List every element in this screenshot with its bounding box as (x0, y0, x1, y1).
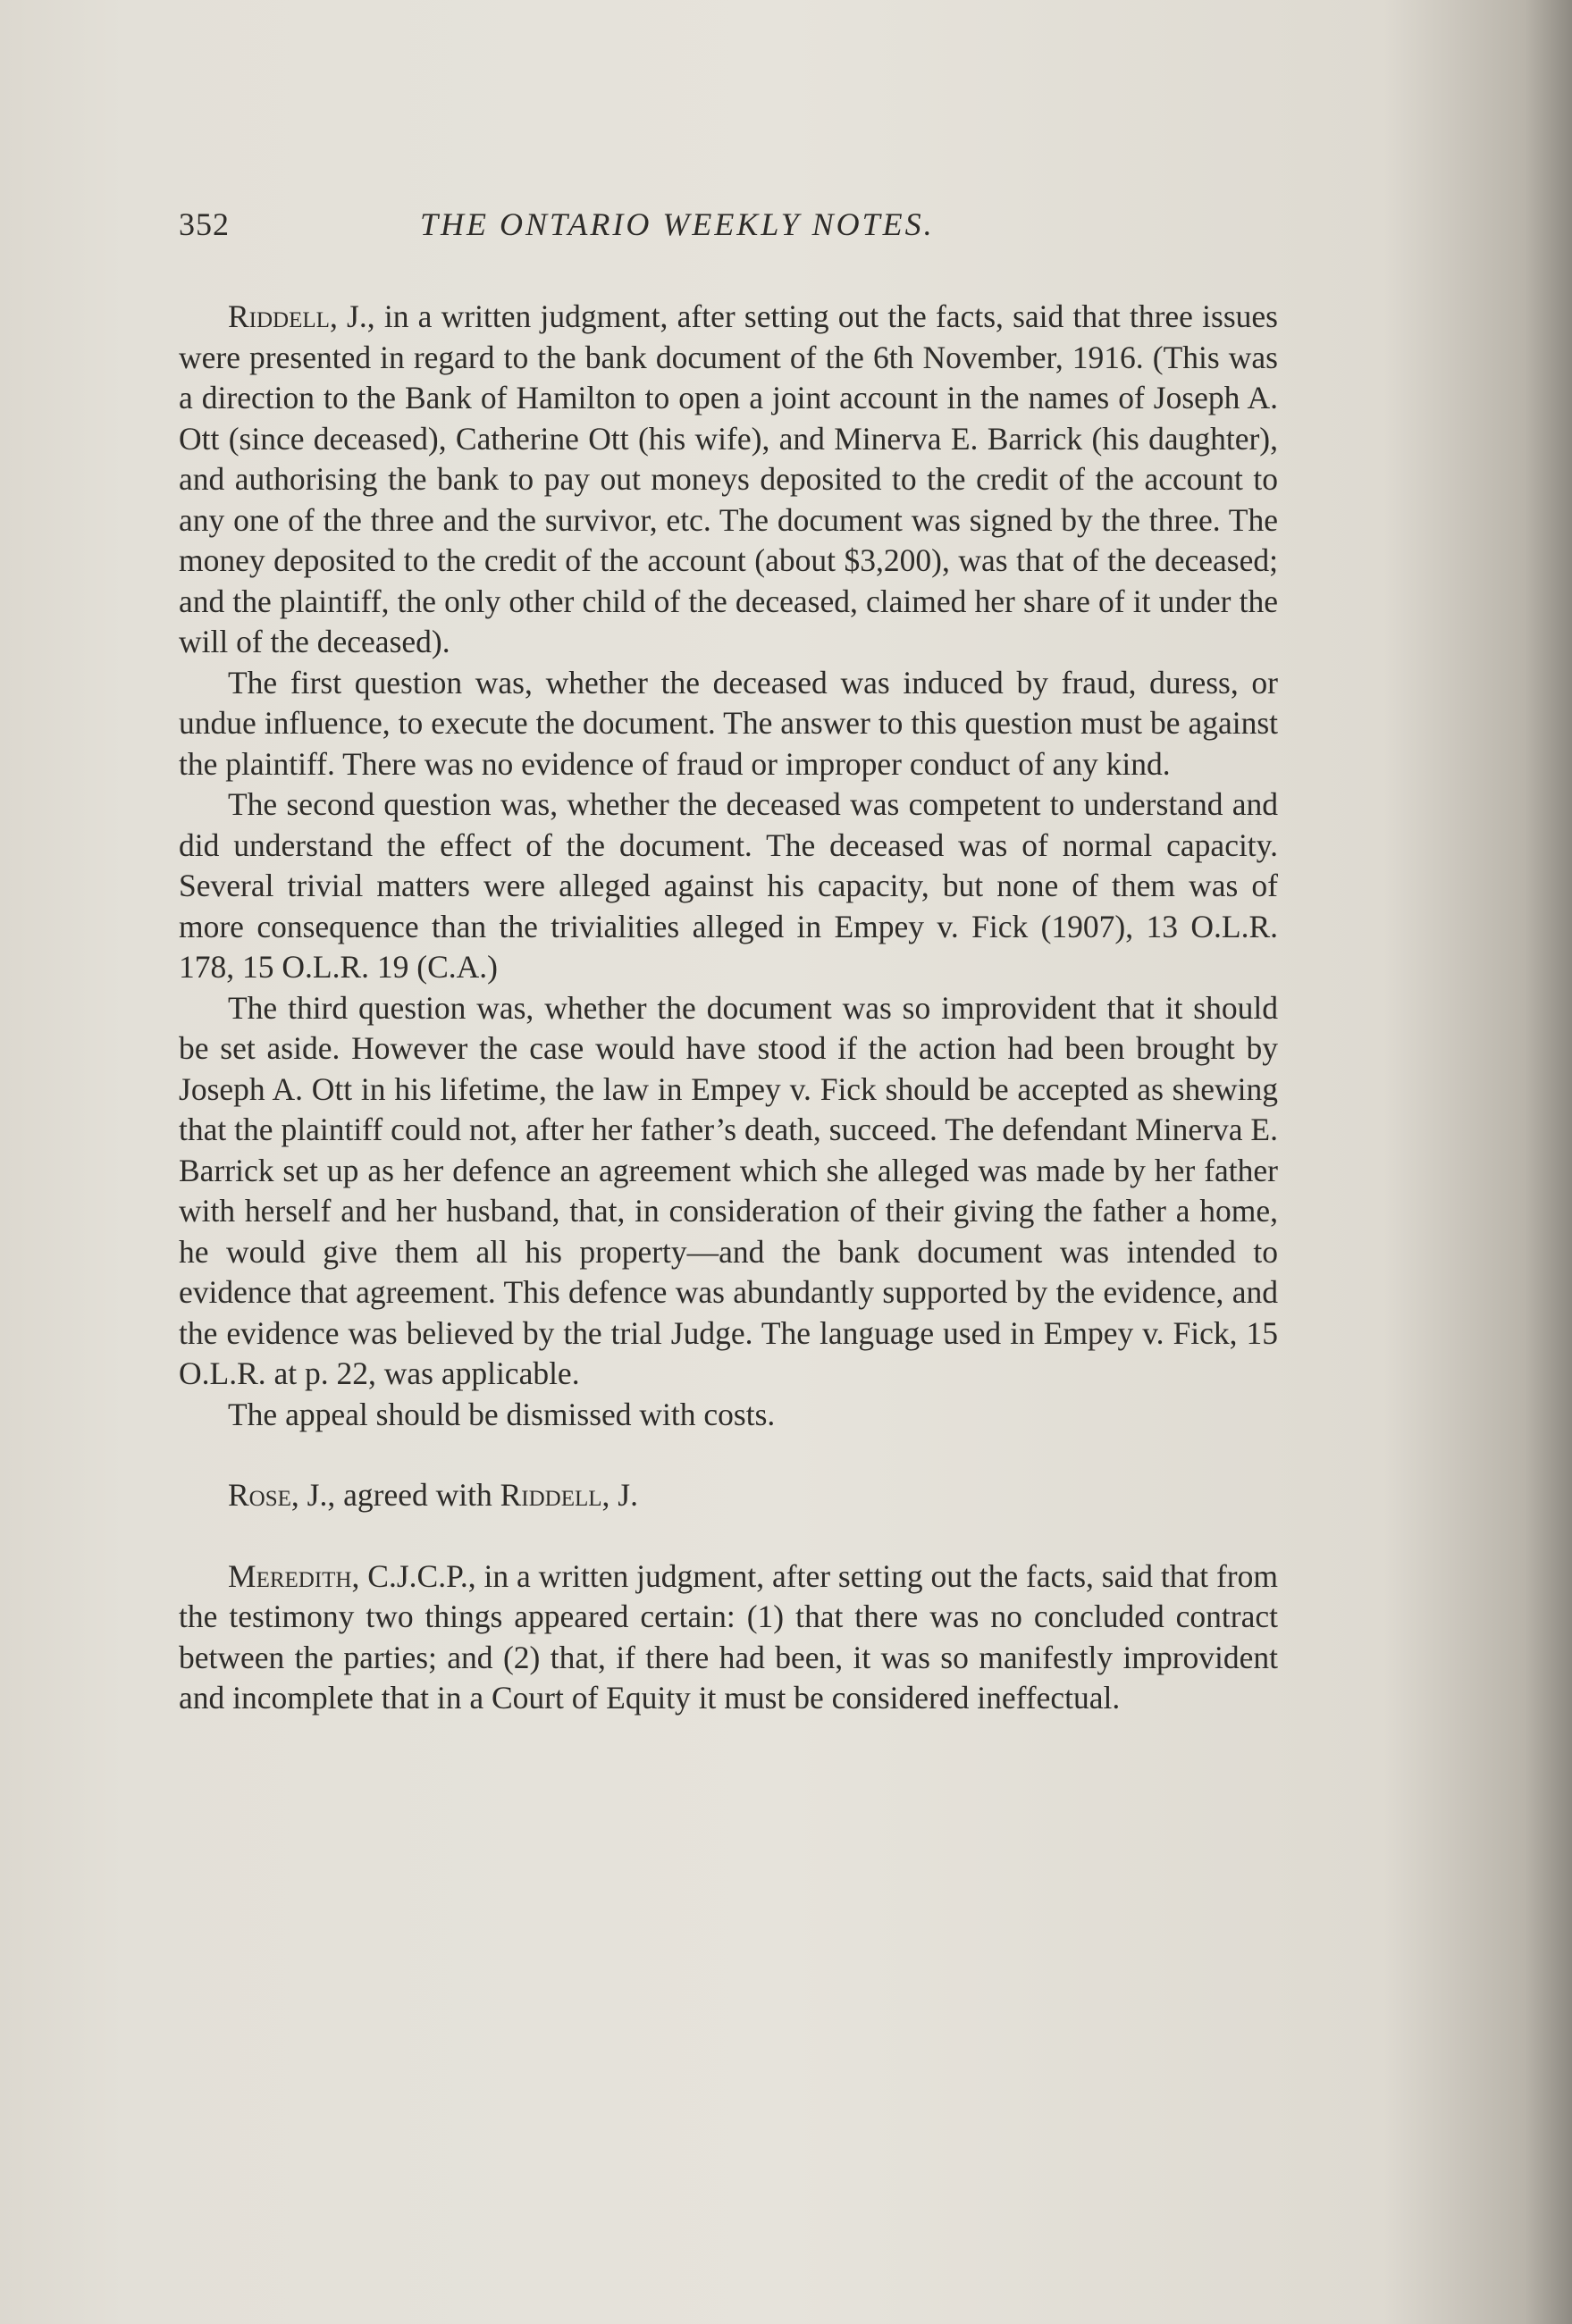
judge-name-riddell-ref: Riddell (500, 1477, 602, 1513)
paragraph-meredith-judgment (179, 1556, 1278, 1719)
paragraph-first-question: The first question was, whether the deceased was induced by fraud, duress, or undue influence, to execute the document. The answer to this question must be against the plaintiff. There was no evidence of fraud or improper conduct of any kind. (179, 664, 1278, 782)
running-head (179, 206, 1278, 243)
paragraph-third-question: The third question was, whether the document was so improvident that it should be set aside. However the case would have stood if the action had been brought by Joseph A. Ott in his lifetime, the law in Empey v. Fick should be accepted as shewing that the plaintiff could not, after her father’s death, succeed. The defendant Minerva E. Barrick set up as her defence an agreement which she alleged was made by her father with herself and her husband, that, in consideration of their giving the father a home, he would give them all his property—and the bank document was intended to evidence that agreement. This defence was abundantly supported by the evidence, and the evidence was believed by the trial Judge. The language used in Empey v. Fick, 15 O.L.R. at p. 22, was applicable. (179, 989, 1278, 1391)
paragraph-riddell-judgment (179, 297, 1278, 663)
section-spacer (179, 1516, 1278, 1556)
paragraph-disposition: The appeal should be dismissed with costs. (228, 1396, 776, 1432)
paragraph-text: , C.J.C.P., in a written judgment, after setting out the facts, said that from the testimony two things appeared certain: (1) that there was no concluded contract between the parties; and (2) that, if there had been, it was so manifestly improvident and incomplete that in a Court of Equity it must be considered ineffectual. (179, 1557, 1278, 1716)
paragraph-second-question: The second question was, whether the deceased was competent to understand and did understand the effect of the document. The deceased was of normal capacity. Several trivial matters were alleged against his capacity, but none of them was of more consequence than the trivialities alleged in Empey v. Fick (1907), 13 O.L.R. 178, 15 O.L.R. 19 (C.A.) (179, 786, 1278, 985)
paragraph-text: , J., in a written judgment, after setting out the facts, said that three issues were presented in regard to the bank document of the 6th November, 1916. (This was a direction to the Bank of Hamilton to open a joint account in the names of Joseph A. Ott (since deceased), Catherine Ott (his wife), and Minerva E. Barrick (his daughter), and authorising the bank to pay out moneys deposited to the credit of the account to any one of the three and the survivor, etc. The document was signed by the three. The money deposited to the credit of the account (about $3,200), was that of the deceased; and the plaintiff, the only other child of the deceased, claimed her share of it under the will of the deceased). (179, 298, 1278, 659)
concurrence-end: , J. (601, 1477, 638, 1513)
paragraph-rose-concurrence (179, 1475, 1278, 1516)
journal-title: THE ONTARIO WEEKLY NOTES. (420, 206, 935, 242)
judge-name-meredith: Meredith (228, 1557, 352, 1594)
page-number: 352 (179, 206, 230, 242)
section-spacer (179, 1435, 1278, 1475)
concurrence-text: , J., agreed with (290, 1477, 500, 1513)
judge-name-riddell: Riddell (228, 298, 330, 334)
judge-name-rose: Rose (228, 1477, 291, 1513)
page-text (179, 206, 1278, 1719)
